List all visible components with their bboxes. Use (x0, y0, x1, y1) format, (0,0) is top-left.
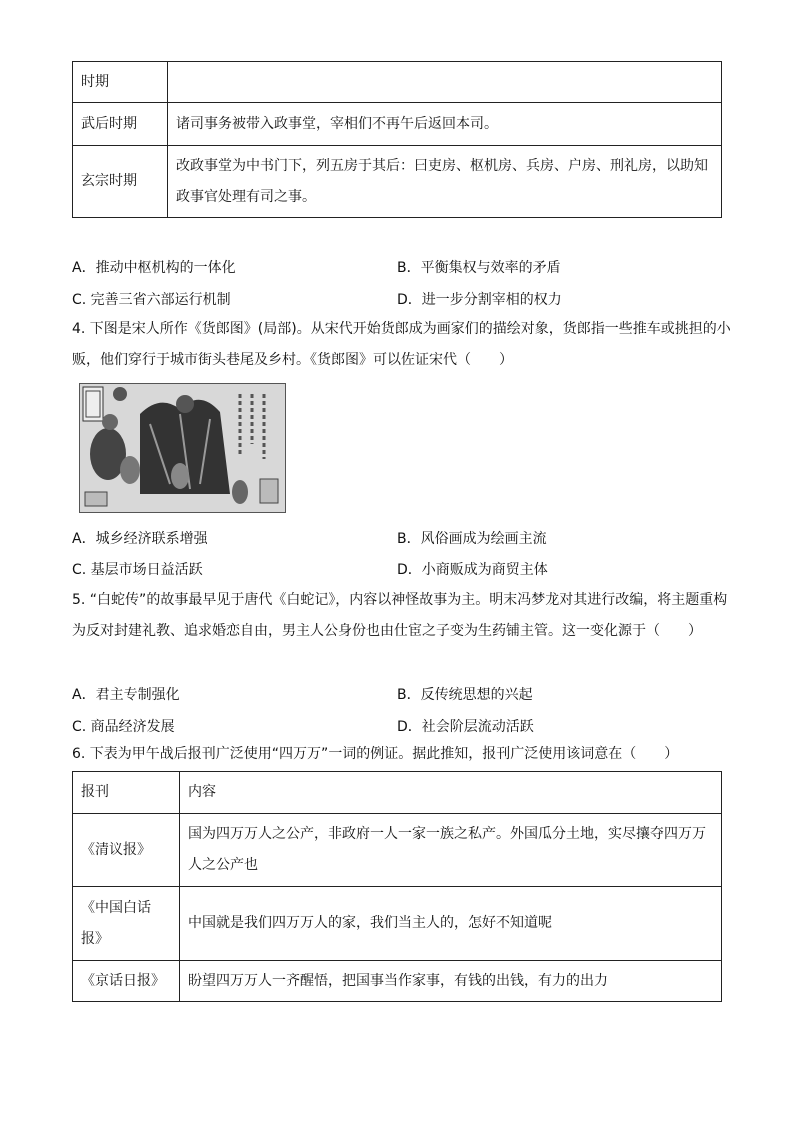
content-header-cell (168, 62, 722, 103)
q4-stem: 4. 下图是宋人所作《货郎图》(局部)。从宋代开始货郎成为画家们的描绘对象，货郎指一些推车或挑担的小贩，他们穿行于城市街头巷尾及乡村。《货郎图》可以佐证宋代（ ） (72, 321, 731, 368)
header-cell-paper: 报刊 (73, 772, 180, 814)
content-cell: 国为四万万人之公产，非政府一人一家一族之私产。外国瓜分土地，实尽攘夺四万万人之公产也 (180, 814, 722, 887)
q3-option-c: C. 完善三省六部运行机制 (72, 292, 231, 308)
paper-cell: 《京话日报》 (73, 961, 180, 1002)
table-row (73, 146, 722, 218)
q5-stem: 5. “白蛇传”的故事最早见于唐代《白蛇记》，内容以神怪故事为主。明末冯梦龙对其进行改编，将主题重构为反对封建礼教、追求婚恋自由，男主人公身份也由仕宦之子变为生药铺主管。这一变化源于（ ） (72, 592, 728, 639)
period-cell: 玄宗时期 (73, 146, 168, 218)
table-row (73, 961, 722, 1002)
newspaper-table (72, 771, 722, 1002)
period-header-cell: 时期 (73, 62, 168, 103)
paper-cell: 《中国白话报》 (73, 887, 180, 961)
q3-option-a: A．推动中枢机构的一体化 (72, 260, 236, 276)
table-row (73, 887, 722, 961)
table-row (73, 103, 722, 146)
content-cell: 改政事堂为中书门下，列五房于其后：曰吏房、枢机房、兵房、户房、刑礼房，以助知政事官处理有司之事。 (168, 146, 722, 218)
q4-option-b: B．风俗画成为绘画主流 (397, 531, 547, 547)
q4-option-d: D．小商贩成为商贸主体 (397, 562, 548, 578)
table-row (73, 814, 722, 887)
paper-cell: 《清议报》 (73, 814, 180, 887)
table-row (73, 62, 722, 103)
q5-option-b: B．反传统思想的兴起 (397, 687, 533, 703)
q4-option-c: C. 基层市场日益活跃 (72, 562, 203, 578)
period-table (72, 61, 722, 218)
content-cell: 诸司事务被带入政事堂，宰相们不再午后返回本司。 (168, 103, 722, 146)
header-cell-content: 内容 (180, 772, 722, 814)
q5-option-d: D．社会阶层流动活跃 (397, 719, 534, 735)
q4-option-a: A．城乡经济联系增强 (72, 531, 208, 547)
q5-option-a: A．君主专制强化 (72, 687, 180, 703)
content-cell: 中国就是我们四万万人的家，我们当主人的，怎好不知道呢 (180, 887, 722, 961)
q5-option-c: C. 商品经济发展 (72, 719, 175, 735)
table-row (73, 772, 722, 814)
q6-stem: 6. 下表为甲午战后报刊广泛使用“四万万”一词的例证。据此推知，报刊广泛使用该词意在（ ） (72, 746, 679, 762)
q3-option-d: D．进一步分割宰相的权力 (397, 292, 562, 308)
period-cell: 武后时期 (73, 103, 168, 146)
content-cell: 盼望四万万人一齐醒悟，把国事当作家事，有钱的出钱，有力的出力 (180, 961, 722, 1002)
q3-option-b: B．平衡集权与效率的矛盾 (397, 260, 561, 276)
painting-illustration (80, 384, 285, 512)
huolang-painting-image (79, 383, 286, 513)
